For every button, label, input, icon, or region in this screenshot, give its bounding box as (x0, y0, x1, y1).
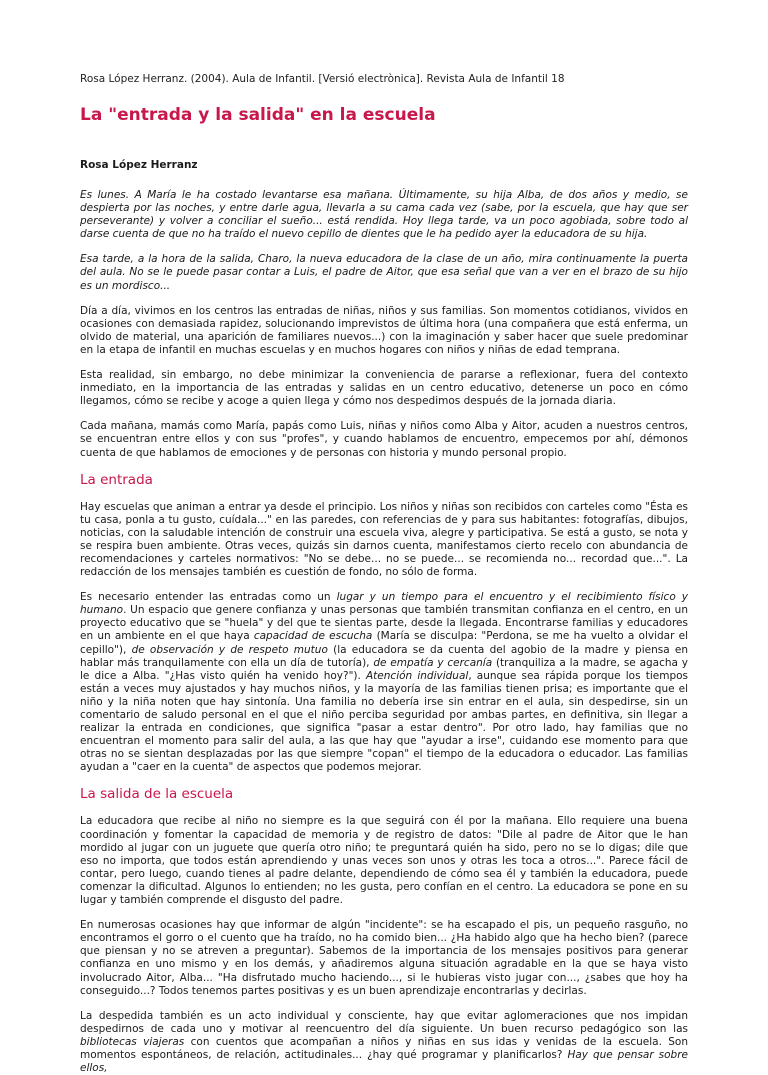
author-name: Rosa López Herranz (80, 159, 198, 171)
article-title: La "entrada y la salida" en la escuela (80, 105, 436, 125)
body-paragraph: Hay escuelas que animan a entrar ya desde el principio. Los niños y niñas son recibidos con carteles como "Ésta es tu casa, ponla a tu gusto, cuídala..." en las paredes, con referencias de y para sus habitantes: fotografías, dibujos, noticias, con la saludable intención de construir una escuela viva, alegre y participativa. Se está a gusto, se nota y se respira buen ambiente. Otras veces, quizás sin darnos cuenta, manifestamos cierto recelo con abundancia de recomendaciones y carteles normativos: "No se debe... no se puede... se recomienda no... recordad que...". La redacción de los mensajes también es cuestión de fondo, no sólo de forma. (80, 500, 688, 579)
section-heading-salida: La salida de la escuela (80, 786, 234, 803)
intro-paragraph: Es lunes. A María le ha costado levantarse esa mañana. Últimamente, su hija Alba, de dos años y medio, se despierta por las noches, y entre darle agua, llevarla a su cama cada vez (sabe, por la escuela, que hay que ser perseverante) y volver a conciliar el sueño... está rendida. Hoy llega tarde, va un poco agobiada, sobre todo al darse cuenta de que no ha traído el nuevo cepillo de dientes que le ha pedido ayer la educadora de su hija. (80, 189, 688, 241)
body-paragraph: Esta realidad, sin embargo, no debe minimizar la conveniencia de pararse a reflexionar, fuera del contexto inmediato, en la importancia de las entradas y salidas en un centro educativo, detenerse un poco en cómo llegamos, cómo se recibe y acoge a quien llega y cómo nos despedimos después de la jornada diaria. (80, 369, 688, 408)
body-paragraph: La despedida también es un acto individual y consciente, hay que evitar aglomeraciones que nos impidan despedirnos de cada uno y motivar al reencuentro del día siguiente. Un buen recurso pedagógico son las bibliotecas viajeras con cuentos que acompañan a niños y niñas en sus idas y venidas de la escuela. Son momentos espontáneos, de relación, actitudinales... ¿hay qué programar y planificarlos? Hay que pensar sobre ellos, (80, 1009, 689, 1075)
citation: Rosa López Herranz. (2004). Aula de Infantil. [Versió electrònica]. Revista Aula de Infantil 18 (80, 73, 565, 85)
intro-paragraph: Esa tarde, a la hora de la salida, Charo, la nueva educadora de la clase de un año, mira continuamente la puerta del aula. No se le puede pasar contar a Luis, el padre de Aitor, que esa señal que van a ver en el brazo de su hijo es un mordisco... (80, 253, 688, 292)
section-heading-entrada: La entrada (80, 471, 153, 488)
body-paragraph: La educadora que recibe al niño no siempre es la que seguirá con él por la mañana. Ello requiere una buena coordinación y fomentar la capacidad de memoria y de registro de datos: "Dile al padre de Aitor que le han mordido al jugar con un juguete que quería otro niño; te preguntará quién ha sido, pero no se lo digas; dile que eso no importa, que todos están aprendiendo y unas veces son unos y otras les toca a otros...". Parece fácil de contar, pero luego, cuando tienes al padre delante, dependiendo de cómo sea él y también la educadora, puede comenzar la dificultad. Algunos lo entienden; no les gusta, pero confían en el centro. La educadora se pone en su lugar y también comprende el disgusto del padre. (80, 815, 688, 907)
body-paragraph: Día a día, vivimos en los centros las entradas de niñas, niños y sus familias. Son momentos cotidianos, vividos en ocasiones con demasiada rapidez, solucionando imprevistos de última hora (una compañera que está enferma, un olvido de material, una aparición de familiares nuevos...) con la imaginación y saber hacer que suele predominar en la etapa de infantil en muchas escuelas y en muchos hogares con niños y niñas de edad temprana. (80, 304, 688, 356)
body-paragraph: En numerosas ocasiones hay que informar de algún "incidente": se ha escapado el pis, un pequeño rasguño, no encontramos el gorro o el cuento que ha traído, no ha comido bien... ¿Ha habido algo que ha hecho bien? (parece que piensan y no se atreven a preguntar). Sabemos de la importancia de los mensajes positivos para generar confianza en uno mismo y en los demás, y añadiremos alguna situación agradable en la que se haya visto involucrado Aitor, Alba... "Ha disfrutado mucho haciendo..., si le hubieras visto jugar con..., ¿sabes que hoy ha conseguido...? Todos tenemos partes positivas y es un buen aprendizaje encontrarlas y decirlas. (80, 919, 688, 997)
body-paragraph: Es necesario entender las entradas como un lugar y un tiempo para el encuentro y el recibimiento físico y humano. Un espacio que genere confianza y unas personas que también transmitan confianza en el centro, en un proyecto educativo que se "huela" y del que te sientas parte, desde la llegada. Encontrarse familias y educadores en un ambiente en el que haya capacidad de escucha (María se disculpa: "Perdona, se me ha vuelto a olvidar el cepillo"), de observación y de respeto mutuo (la educadora se da cuenta del agobio de la madre y piensa en hablar más tranquilamente con ella un día de tutoría), de empatía y cercanía (tranquiliza a la madre, se agacha y le dice a Alba. "¿Has visto quién ha venido hoy?"). Atención individual, aunque sea rápida porque los tiempos están a veces muy ajustados y hay muchos niños, y la mayoría de las familias tienen prisa; es importante que el niño y la niña noten que hay sintonía. Una familia no debería irse sin entrar en el aula, sin despedirse, sin un comentario de saludo personal en el que el niño perciba seguridad por ambas partes, en definitiva, sin llegar a realizar la entrada en condiciones, que significa "pasar a estar dentro". Por otro lado, hay familias que no encuentran el momento para salir del aula, a las que hay que "ayudar a irse", cuidando ese momento para que otras no se sientan desplazadas por las que siempre "copan" el tiempo de la educadora o educador. Las familias ayudan a "caer en la cuenta" de aspectos que podemos mejorar. (80, 591, 689, 774)
body-paragraph: Cada mañana, mamás como María, papás como Luis, niñas y niños como Alba y Aitor, acuden a nuestros centros, se encuentran entre ellos y con sus "profes", y cuando hablamos de encuentro, empecemos por ahí, démonos cuenta de que hablamos de emociones y de personas con historia y mundo personal propio. (80, 420, 688, 459)
